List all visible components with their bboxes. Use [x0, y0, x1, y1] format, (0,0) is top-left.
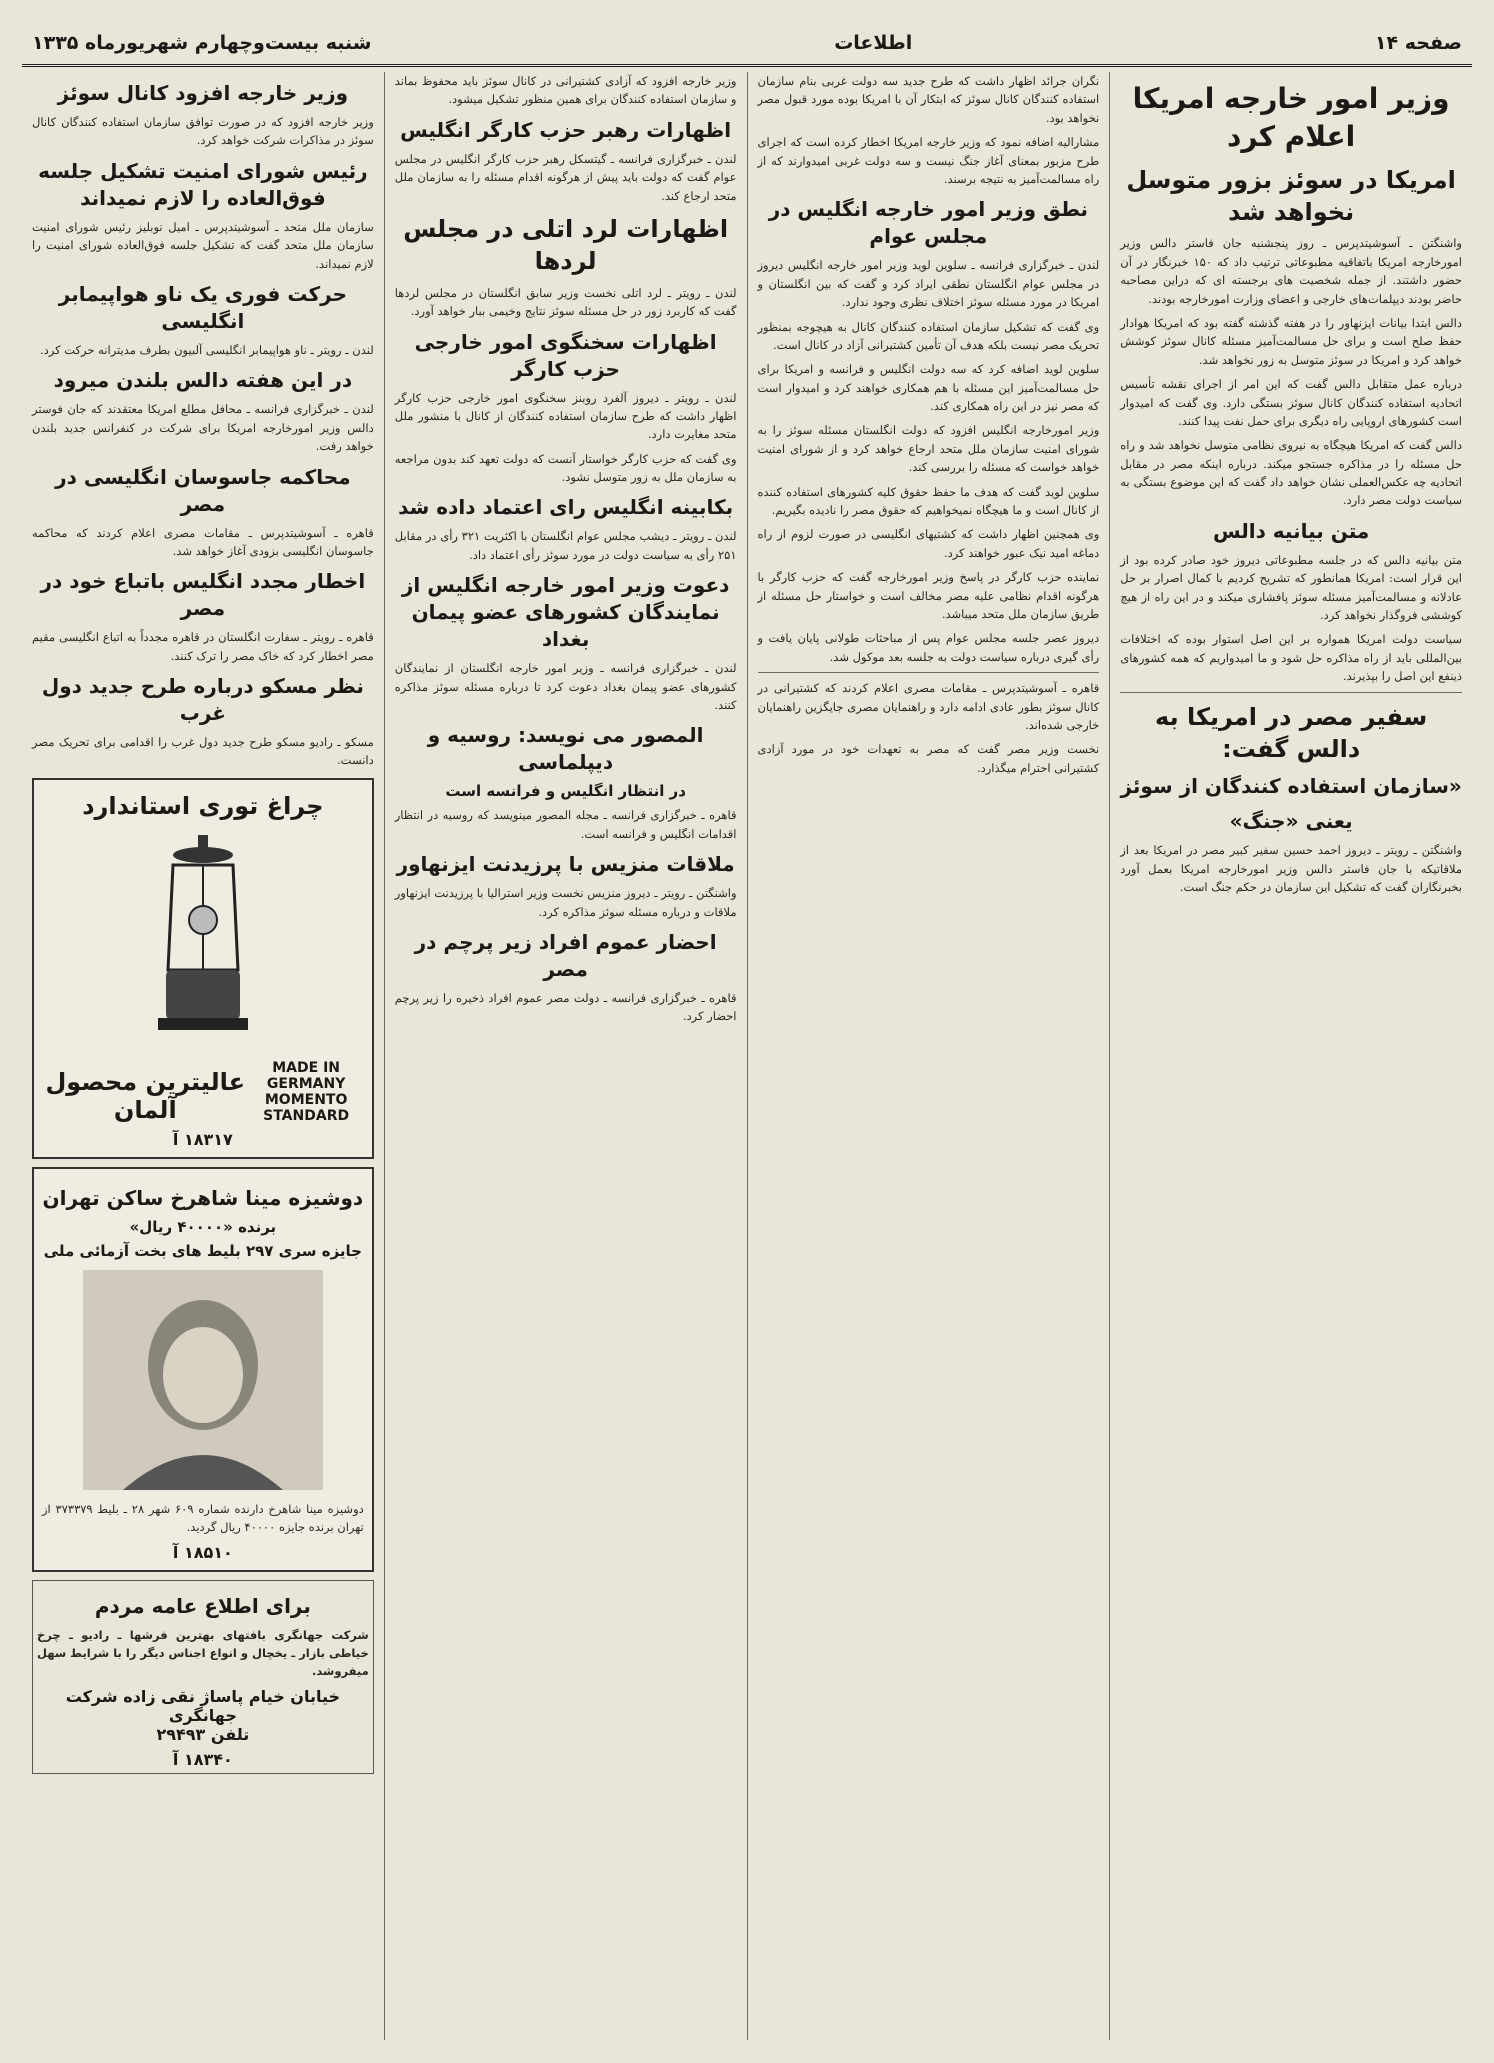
article-paragraph: درباره عمل متقابل دالس گفت که این امر از اجرای نقشه تأسیس اتحادیه استفاده کنندگان کانال سوئز بستگی دارد. وی گفت که امیدوار است کشورهای اروپایی راه دیگری برای حمل نفت پیدا کنند.	[1120, 377, 1462, 428]
issue-date: شنبه بیست‌وچهارم شهریور‌ماه ۱۳۳۵	[32, 32, 372, 54]
section-headline: احضار عموم افراد زیر پرچم در مصر	[414, 929, 717, 981]
ad-address: خیابان خیام پاساژ نقی زاده شرکت جهانگری	[65, 1686, 341, 1725]
article-paragraph: مسکو ـ رادیو مسکو طرح جدید دول غرب را اقدامی برای تحریک مصر دانست.	[32, 735, 374, 768]
article-paragraph: دالس ابتدا بیانات ایزنهاور را در هفته گذشته گفته بود که امریکا هوادار حفظ صلح است و برای حل مسالمت‌آمیز مسئله کانال سوئز کوشش خواهد کرد و امریکا در سوئز متوسل به زور نخواهد شد.	[1120, 315, 1462, 367]
lead-headline: وزیر امور خارجه امریکا اعلام کرد	[1132, 82, 1450, 153]
article-paragraph: نگران جرائد اظهار داشت که طرح جدید سه دولت غربی بنام سازمان استفاده کنندگان کانال سوئز که ابتکار آن با امریکا بوده مورد قبول مصر نخواهد بود.	[757, 74, 1100, 125]
paper-name: اطلاعات	[834, 32, 913, 54]
section-subheadline: در انتظار انگلیس و فرانسه است	[445, 782, 686, 801]
ad-phone: تلفن ۲۹۴۹۳	[156, 1724, 250, 1744]
article-paragraph: لندن ـ رویتر ـ لرد اتلی نخست وزیر سابق انگلستان در مجلس لردها گفت که کاربرد زور در حل مسئله سوئز نتایج وخیمی ببار خواهد آورد.	[394, 285, 737, 319]
article-paragraph: لندن ـ خبرگزاری فرانسه ـ گیتسکل رهبر حزب کارگر انگلیس در مجلس عوام گفت که دولت باید پیش از هرگونه اقدام مسئله را به سازمان ملل متحد ارجاع کند.	[394, 151, 737, 203]
section-headline: نظر مسکو درباره طرح جدید دول غرب	[41, 674, 364, 726]
article-paragraph: قاهره ـ آسوشیتدپرس ـ مقامات مصری اعلام کردند که کشتیرانی در کانال سوئز بطور عادی ادامه دارد و راهنمایان مصری جایگزین راهنمایان خارجی شده‌اند.	[757, 681, 1100, 732]
article-paragraph: وی گفت که حزب کارگر خواستار آنست که دولت تعهد کند بدون مراجعه به سازمان ملل به زور متوسل نشود.	[394, 451, 737, 485]
article-paragraph: وزیر امورخارجه انگلیس افزود که دولت انگلستان مسئله سوئز را به شورای امنیت سازمان ملل متحد ارجاع خواهد کرد و از شورای امنیت خواهد خواست که مسئله را بررسی کند.	[757, 423, 1100, 475]
article-paragraph: سلوین لوید اضافه کرد که سه دولت انگلیس و فرانسه و امریکا برای حل مسالمت‌آمیز این مسئله با هم همکاری خواهند کرد و امیدوار است که مصر نیز در این راه همکاری کند.	[757, 362, 1100, 414]
section-headline: ملاقات منزیس با پرزیدنت ایزنهاور	[396, 852, 735, 877]
section-subheadline: یعنی «جنگ»	[1229, 809, 1353, 834]
article-columns	[22, 72, 1472, 2040]
section-headline: اخطار مجدد انگلیس باتباع خود در مصر	[40, 569, 366, 621]
article-paragraph: لندن ـ خبرگزاری فرانسه ـ سلوین لوید وزیر امور خارجه انگلیس دیروز در مجلس عوام انگلستان نطقی ایراد کرد و گفت که بین انگلستان و امریکا در مورد مسئله سوئز اختلاف نظری وجود ندارد.	[757, 258, 1100, 310]
article-paragraph: لندن ـ رویتر ـ دیروز آلفرد روبنز سخنگوی امور خارجی حزب کارگر اظهار داشت که طرح سازمان استفاده کنندگان از کانال با منشور ملل متحد مغایرت دارد.	[394, 390, 737, 442]
ad-brand-latin: MADE IN GERMANY MOMENTO STANDARD	[263, 1059, 350, 1124]
ad-number: ۱۸۳۴۰ آ	[172, 1749, 233, 1769]
section-headline: اظهارات رهبر حزب کارگر انگلیس	[400, 117, 732, 142]
article-paragraph: وی گفت که تشکیل سازمان استفاده کنندگان کانال به هیچوجه بمنظور تحریک مصر نیست بلکه هدف آن تأمین کشتیرانی آزاد در کانال است.	[757, 319, 1100, 352]
lantern-illustration	[128, 830, 278, 1050]
section-headline: متن بیانیه دالس	[1212, 518, 1370, 543]
article-paragraph: متن بیانیه دالس که در جلسه مطبوعاتی دیروز خود صادر کرده بود از این قرار است: امریکا همانطور که تشریح کردیم با کمال اصرار بر حل عادلانه و مسالمت‌آمیز مسئله سوئز پافشاری میکند و در این راه از هیچ کوششی فروگذار نخواهد کرد.	[1120, 552, 1462, 623]
section-headline: اظهارات سخنگوی امور خارجی حزب کارگر	[414, 329, 717, 381]
column-4	[22, 72, 384, 2040]
article-paragraph: نماینده حزب کارگر در پاسخ وزیر امورخارجه گفت که حزب کارگر با هرگونه اقدام نظامی علیه مصر مخالف است و خواستار حل مسئله از طریق سازمان ملل متحد میباشد.	[757, 570, 1100, 621]
article-paragraph: سازمان ملل متحد ـ آسوشیتدپرس ـ امیل نوبلیز رئیس شورای امنیت سازمان ملل متحد گفت که تشکیل جلسه فوق‌العاده شورای امنیت را لازم نمیداند.	[32, 219, 374, 271]
divider	[758, 672, 1100, 673]
article-paragraph: وزیر خارجه افزود که در صورت توافق سازمان استفاده کنندگان کانال سوئز در مذاکرات شرکت خواهد کرد.	[32, 115, 374, 148]
section-headline: حرکت فوری یک ناو هواپیمابر انگلیسی	[58, 281, 347, 333]
section-headline: دعوت وزیر امور خارجه انگلیس از نمایندگان کشورهای عضو پیمان بغداد	[401, 573, 730, 652]
article-paragraph: نخست وزیر مصر گفت که مصر به تعهدات خود در مورد آزادی کشتیرانی احترام میگذارد.	[757, 742, 1100, 775]
article-paragraph: مشارالیه اضافه نمود که وزیر خارجه امریکا اخطار کرده است که اجرای طرح مزبور بمعنای آغاز جنگ نیست و سه دولت غربی امیدوارند که از راه مسالمت‌آمیز به نتیجه برسند.	[757, 135, 1100, 186]
public-notice-advertisement	[32, 1580, 374, 1774]
article-paragraph: لندن ـ خبرگزاری فرانسه ـ وزیر امور خارجه انگلستان از نمایندگان کشورهای عضو پیمان بغداد دعوت کرد تا درباره مسئله سوئز مذاکره کنند.	[394, 661, 737, 713]
ad-headline: برای اطلاع عامه مردم	[94, 1593, 311, 1618]
article-paragraph: وزیر خارجه افزود که آزادی کشتیرانی در کانال سوئز باید محفوظ بماند و سازمان استفاده کنندگان برای همین منظور تشکیل میشود.	[394, 74, 737, 107]
section-headline: سفیر مصر در امریکا به دالس گفت:	[1155, 702, 1428, 763]
lantern-advertisement	[32, 778, 374, 1159]
ad-headline: دوشیزه مینا شاهرخ ساکن تهران	[42, 1185, 364, 1210]
column-3	[384, 72, 747, 2040]
ad-brand-row	[42, 1060, 364, 1124]
article-paragraph: واشنگتن ـ رویتر ـ دیروز احمد حسین سفیر کبیر مصر در امریکا بعد از ملاقاتیکه با جان فاستر دالس وزیر امورخارجه امریکا بعمل آورد بخبرنگاران گفت که تشکیل این سازمان در حکم جنگ است.	[1120, 843, 1462, 895]
section-subheadline: «سازمان استفاده کنندگان از سوئز	[1120, 774, 1462, 799]
section-headline: محاکمه جاسوسان انگلیسی در مصر	[55, 464, 351, 516]
section-headline: المصور می نویسد: روسیه و دیپلماسی	[427, 723, 704, 775]
article-paragraph: لندن ـ رویتر ـ دیشب مجلس عوام انگلستان با اکثریت ۳۲۱ رأی در مقابل ۲۵۱ رأی به سیاست دولت در مورد سوئز رأی اعتماد داد.	[394, 529, 737, 562]
article-paragraph: سلوین لوید گفت که هدف ما حفظ حقوق کلیه کشورهای استفاده کننده از کانال است و ما هیچگاه نمیخواهیم که حقوق مصر را نادیده بگیریم.	[757, 484, 1100, 518]
article-paragraph: دیروز عصر جلسه مجلس عوام پس از مباحثات طولانی پایان یافت و رأی گیری درباره سیاست دولت به جلسه بعد موکول شد.	[757, 631, 1100, 664]
article-paragraph: قاهره ـ خبرگزاری فرانسه ـ مجله المصور مینویسد که روسیه در انتظار اقدامات انگلیس و فرانسه است.	[394, 808, 737, 841]
section-headline: بکابینه انگلیس رای اعتماد داده شد	[398, 495, 734, 520]
lottery-advertisement	[32, 1167, 374, 1572]
section-headline: وزیر خارجه افزود کانال سوئز	[57, 81, 349, 105]
column-1	[1109, 72, 1472, 2040]
masthead	[22, 22, 1472, 67]
article-paragraph: واشنگتن ـ آسوشیتدپرس ـ روز پنجشنبه جان فاستر دالس وزیر امورخارجه امریکا باتفاقیه مطبوعاتی ترتیب داد که ۱۵۰ خبرنگار در آن حضور داشتند. از جمله شخصیت های برجسته ای که دراین مصاحبه حاضر بودند دیپلمات‌های خارجی و اعضای وزارت امورخارجه بودند.	[1120, 236, 1462, 306]
ad-number: ۱۸۵۱۰ آ	[172, 1542, 233, 1562]
section-headline: اظهارات لرد اتلی در مجلس لردها	[403, 214, 729, 276]
section-headline: نطق وزیر امور خارجه انگلیس در مجلس عوام	[768, 197, 1089, 249]
winner-portrait	[83, 1270, 323, 1490]
ad-slogan: عالیترین محصول آلمان	[45, 1067, 246, 1124]
section-headline: رئیس شورای امنیت تشکیل جلسه فوق‌العاده را لازم نمیداند	[38, 158, 368, 210]
article-paragraph: وی همچنین اظهار داشت که کشتیهای انگلیسی در صورت لزوم از راه دماغه امید نیک عبور خواهند کرد.	[757, 527, 1100, 560]
page-number: صفحه ۱۴	[1374, 32, 1462, 54]
ad-body: شرکت جهانگری بافتهای بهترین فرشها ـ رادیو ـ چرخ خیاطی بازار ـ یخچال و انواع اجناس دیگر را با شرایط سهل میفروشد.	[37, 1627, 369, 1679]
article-paragraph: واشنگتن ـ رویتر ـ دیروز منزیس نخست وزیر استرالیا با پرزیدنت ایزنهاور ملاقات و درباره مسئله سوئز مذاکره کرد.	[394, 886, 737, 919]
column-2	[747, 72, 1110, 2040]
article-paragraph: قاهره ـ آسوشیتدپرس ـ مقامات مصری اعلام کردند که محاکمه جاسوسان انگلیسی بزودی آغاز خواهد شد.	[32, 525, 374, 558]
ad-headline: چراغ توری استاندارد	[82, 791, 324, 820]
ad-prize: برنده «۴۰۰۰۰ ریال»	[129, 1217, 277, 1236]
section-headline: در این هفته دالس بلندن میرود	[53, 368, 353, 393]
article-paragraph: لندن ـ رویتر ـ ناو هواپیمابر انگلیسی آلبیون بطرف مدیترانه حرکت کرد.	[40, 342, 374, 357]
article-paragraph: سیاست دولت امریکا همواره بر این اصل استوار بوده که اختلافات بین‌المللی باید از راه مذاکره حل شود و ما امیدواریم که همه کشورهای ذینفع این اصل را بپذیرند.	[1120, 632, 1462, 684]
article-paragraph: لندن ـ خبرگزاری فرانسه ـ محافل مطلع امریکا معتقدند که جان فوستر دالس وزیر امورخارجه امریکا برای شرکت در کنفرانس جدید بلندن خواهد رفت.	[32, 402, 374, 454]
newspaper-page	[22, 22, 1472, 2042]
article-paragraph: دالس گفت که امریکا هیچگاه به نیروی نظامی متوسل نخواهد شد و راه حل مسئله را در مذاکره جستجو میکند. درباره اینکه مصر در مقابل اتحادیه چه عکس‌العملی نشان خواهد داد گفت که این موضوع بستگی به سیاست دولت مصر دارد.	[1120, 438, 1462, 508]
ad-fine-print: دوشیزه مینا شاهرخ دارنده شماره ۶۰۹ شهر ۲۸ ـ بلیط ۳۷۳۳۷۹ از تهران برنده جایزه ۴۰۰۰۰ ریال گردید.	[42, 1501, 364, 1535]
ad-series: جایزه سری ۲۹۷ بلیط های بخت آزمائی ملی	[43, 1241, 362, 1260]
ad-number: ۱۸۳۱۷ آ	[172, 1129, 233, 1149]
article-paragraph: قاهره ـ رویتر ـ سفارت انگلستان در قاهره مجدداً به اتباع انگلیسی مقیم مصر اخطار کرد که خاک مصر را ترک کنند.	[32, 630, 374, 663]
article-paragraph: قاهره ـ خبرگزاری فرانسه ـ دولت مصر عموم افراد ذخیره را زیر پرچم احضار کرد.	[394, 990, 737, 1024]
divider	[1120, 692, 1462, 693]
lead-subheadline: امریکا در سوئز بزور متوسل نخواهد شد	[1126, 165, 1456, 226]
